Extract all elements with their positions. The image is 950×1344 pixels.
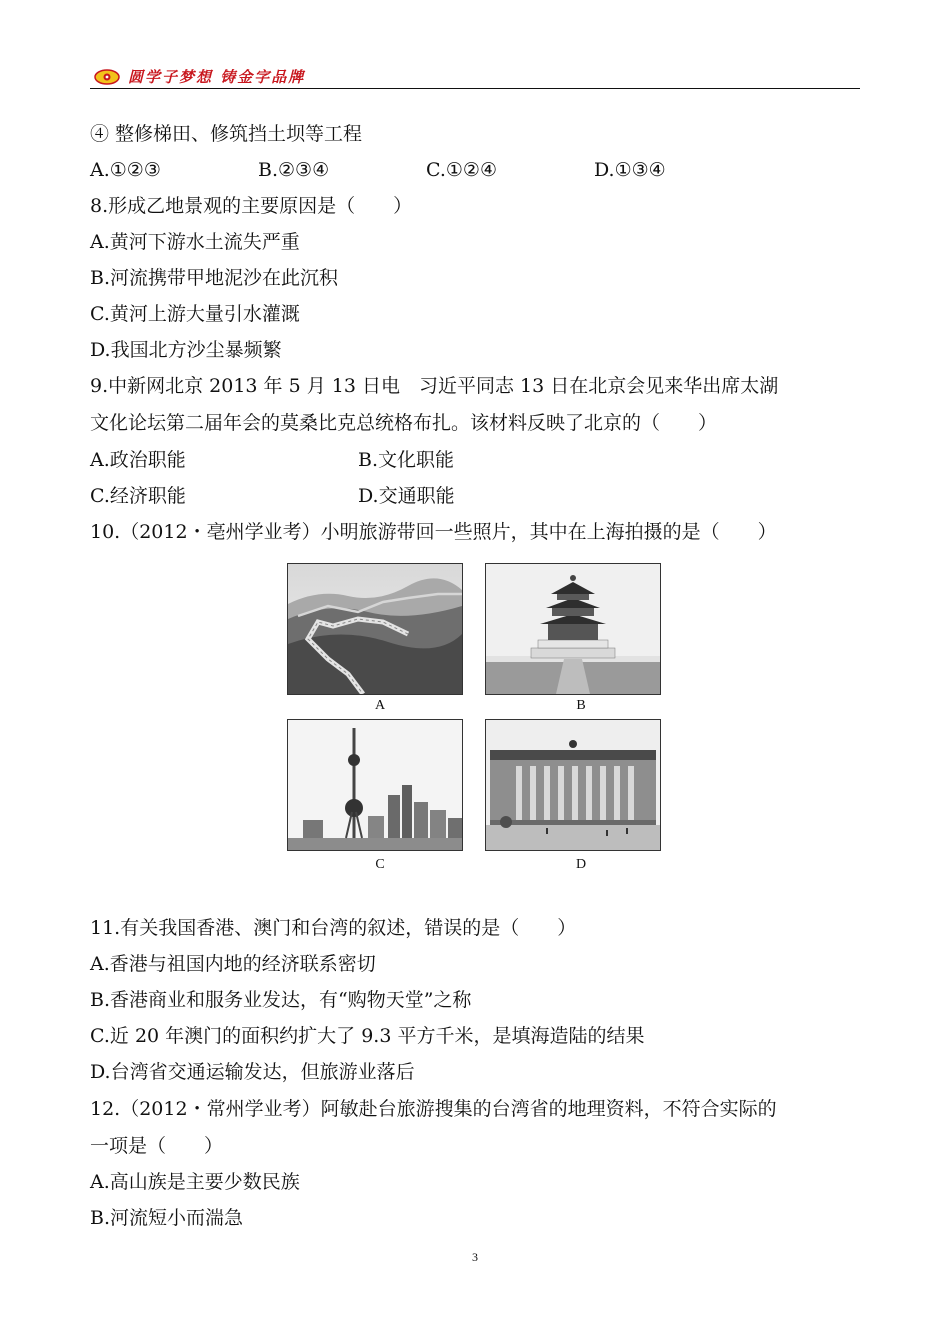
q9-option-a: A.政治职能 bbox=[90, 449, 186, 471]
q7-item4: ④ 整修梯田、修筑挡土坝等工程 bbox=[90, 123, 363, 145]
page-header bbox=[90, 64, 860, 90]
photo-caption-b: B bbox=[576, 698, 586, 713]
q9-stem-line2: 文化论坛第二届年会的莫桑比克总统格布扎。该材料反映了北京的（ ） bbox=[90, 412, 718, 434]
brand-slogan: 圆学子梦想 铸金字品牌 bbox=[128, 68, 306, 86]
q9-option-b: B.文化职能 bbox=[358, 449, 455, 471]
q11-option-c: C.近 20 年澳门的面积约扩大了 9.3 平方千米，是填海造陆的结果 bbox=[90, 1025, 645, 1047]
header-rule bbox=[90, 88, 860, 89]
temple-of-heaven-photo bbox=[485, 563, 661, 695]
q8-stem: 8.形成乙地景观的主要原因是（ ） bbox=[90, 195, 413, 217]
q11-option-d: D.台湾省交通运输发达，但旅游业落后 bbox=[90, 1061, 415, 1083]
shanghai-skyline-photo bbox=[287, 719, 463, 851]
q7-option-b: B.②③④ bbox=[258, 159, 330, 181]
q12-option-b: B.河流短小而湍急 bbox=[90, 1207, 244, 1229]
q12-option-a: A.高山族是主要少数民族 bbox=[90, 1171, 300, 1193]
q8-option-a: A.黄河下游水土流失严重 bbox=[90, 231, 300, 253]
photo-caption-d: D bbox=[575, 857, 587, 872]
photo-caption-a: A bbox=[374, 698, 386, 713]
q8-option-b: B.河流携带甲地泥沙在此沉积 bbox=[90, 267, 339, 289]
q11-option-a: A.香港与祖国内地的经济联系密切 bbox=[90, 953, 376, 975]
photo-caption-c: C bbox=[375, 857, 385, 872]
q10-stem: 10.（2012・亳州学业考）小明旅游带回一些照片，其中在上海拍摄的是（ ） bbox=[90, 521, 777, 543]
q8-option-c: C.黄河上游大量引水灌溉 bbox=[90, 303, 300, 325]
q9-stem-line1: 9.中新网北京 2013 年 5 月 13 日电 习近平同志 13 日在北京会见来华出席太湖 bbox=[90, 375, 779, 397]
q11-stem: 11.有关我国香港、澳门和台湾的叙述，错误的是（ ） bbox=[90, 917, 577, 939]
q12-stem-line2: 一项是（ ） bbox=[90, 1135, 224, 1157]
q8-option-d: D.我国北方沙尘暴频繁 bbox=[90, 339, 282, 361]
logo-icon bbox=[94, 68, 120, 85]
q7-option-d: D.①③④ bbox=[594, 159, 666, 181]
page-number: 3 bbox=[472, 1250, 478, 1264]
q7-option-c: C.①②④ bbox=[426, 159, 497, 181]
great-hall-photo bbox=[485, 719, 661, 851]
q7-option-a: A.①②③ bbox=[90, 159, 161, 181]
q9-option-c: C.经济职能 bbox=[90, 485, 186, 507]
great-wall-photo bbox=[287, 563, 463, 695]
q12-stem-line1: 12.（2012・常州学业考）阿敏赴台旅游搜集的台湾省的地理资料，不符合实际的 bbox=[90, 1098, 777, 1120]
q9-option-d: D.交通职能 bbox=[358, 485, 455, 507]
q11-option-b: B.香港商业和服务业发达，有“购物天堂”之称 bbox=[90, 989, 472, 1011]
